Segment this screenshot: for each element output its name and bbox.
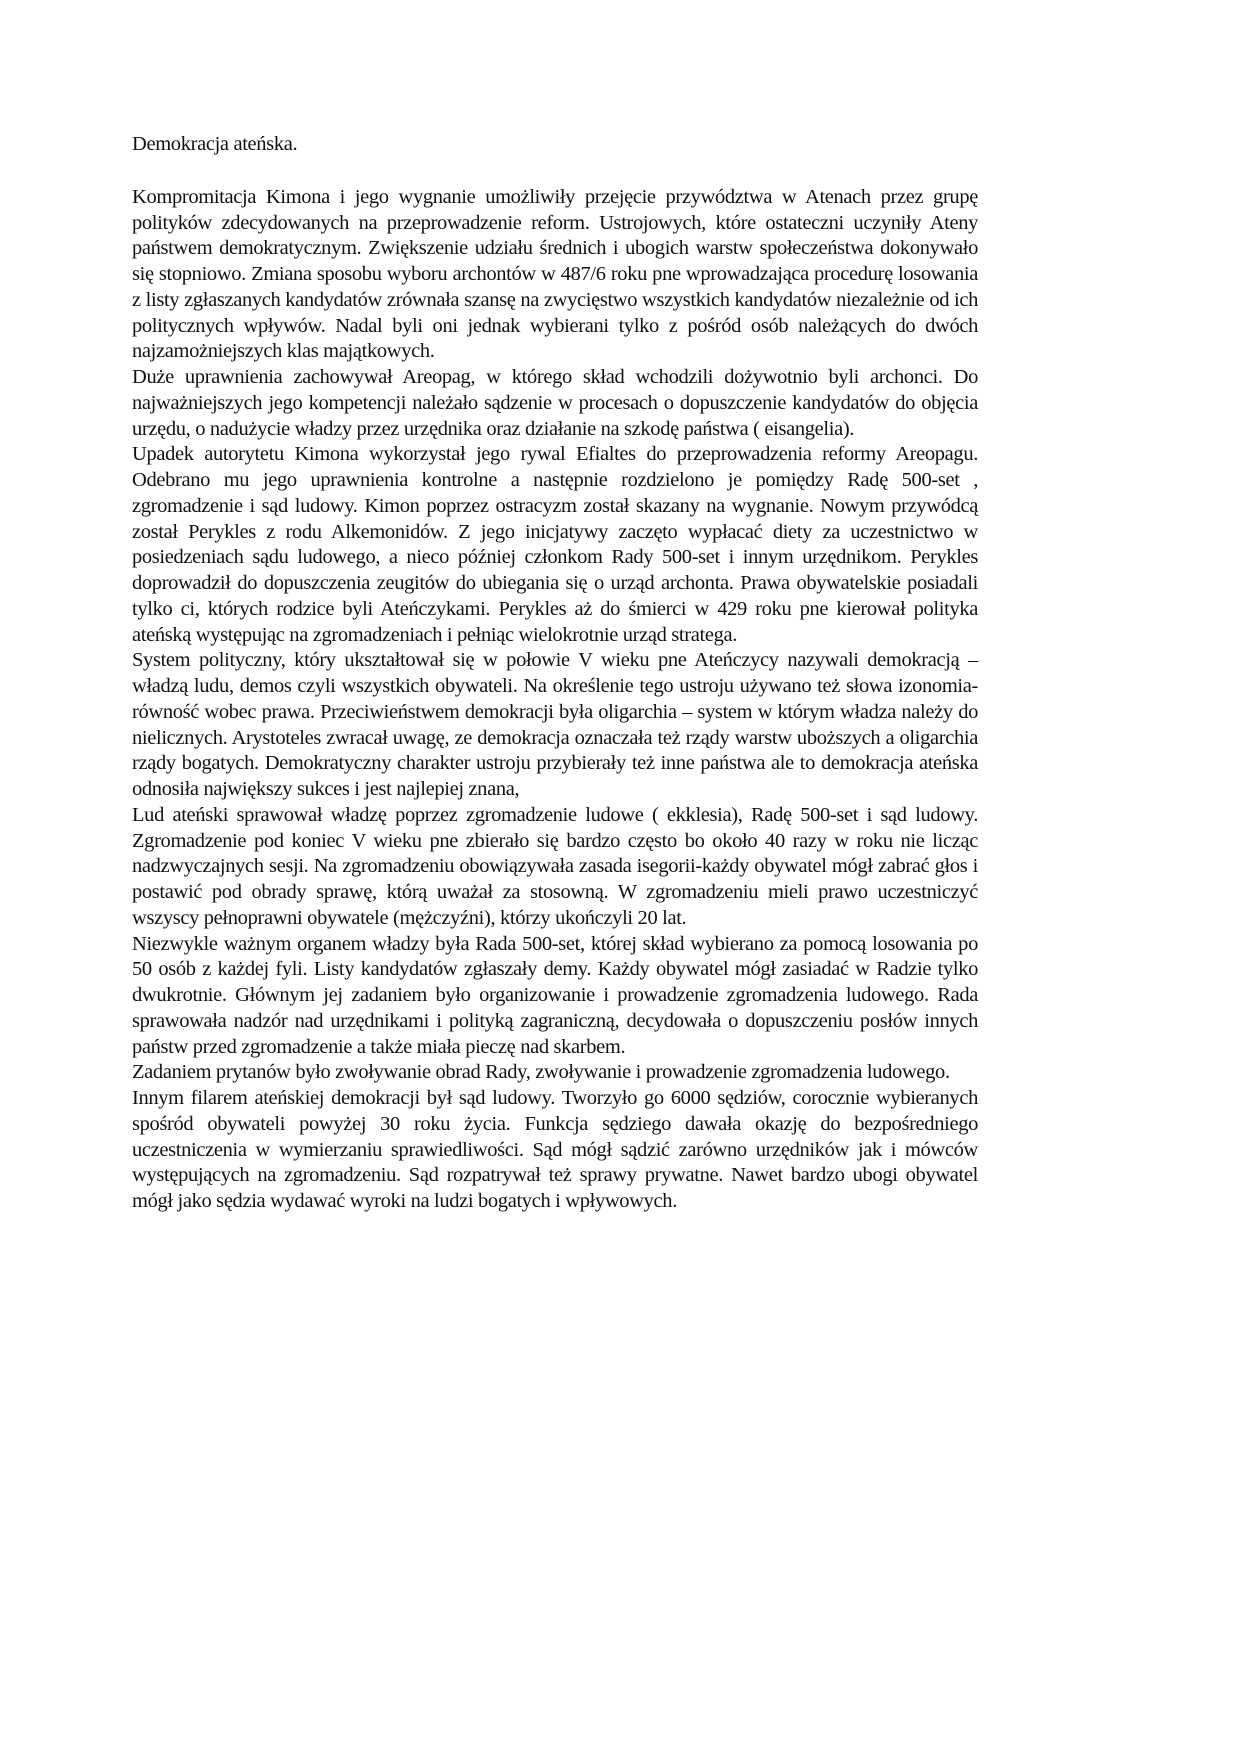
paragraph-council-500: Niezwykle ważnym organem władzy była Rada 500-set, której skład wybierano za pomocą losowania po 50 osób z każdej fyli. Listy kandydatów zgłaszały demy. Każdy obywatel mógł zasiadać w Radzie tylko dwukrotnie. Głównym jej zadaniem było organizowanie i prowadzenie zgromadzenia ludowego. Rada sprawowała nadzór nad urzędnikami i polityką zagraniczną, decydowała o dopuszczeniu posłów innych państw przed zgromadzenie a także miała pieczę nad skarbem. bbox=[132, 932, 978, 1058]
paragraph-prytanes: Zadaniem prytanów było zwoływanie obrad Rady, zwoływanie i prowadzenie zgromadzenia ludowego. bbox=[132, 1061, 950, 1084]
document-title: Demokracja ateńska. bbox=[132, 133, 298, 155]
paragraph-political-system: System polityczny, który ukształtował się w połowie V wieku pne Ateńczycy nazywali demokracją –władzą ludu, demos czyli wszystkich obywateli. Na określenie tego ustroju używano też słowa izonomia- równość wobec prawa. Przeciwieństwem demokracji była oligarchia – system w którym władza należy do nielicznych. Arystoteles zwracał uwagę, ze demokracja oznaczała też rządy warstw uboższych a oligarchia rządy bogatych. Demokratyczny charakter ustroju przybierały też inne państwa ale to demokracja ateńska odnosiła największy sukces i jest najlepiej znana, bbox=[132, 649, 978, 800]
paragraph-areopag: Duże uprawnienia zachowywał Areopag, w którego skład wchodzili dożywotnio byli archonci. Do najważniejszych jego kompetencji należało sądzenie w procesach o dopuszczenie kandydatów do objęcia urzędu, o nadużycie władzy przez urzędnika oraz działanie na szkodę państwa ( eisangelia). bbox=[132, 366, 978, 440]
paragraph-assembly: Lud ateński sprawował władzę poprzez zgromadzenie ludowe ( ekklesia), Radę 500-set i sąd ludowy. Zgromadzenie pod koniec V wieku pne zbierało się bardzo często bo około 40 razy w roku nie licząc nadzwyczajnych sesji. Na zgromadzeniu obowiązywała zasada isegorii-każdy obywatel mógł zabrać głos i postawić pod obrady sprawę, którą uważał za stosowną. W zgromadzeniu mieli prawo uczestniczyć wszyscy pełnoprawni obywatele (mężczyźni), którzy ukończyli 20 lat. bbox=[132, 803, 978, 929]
document-page bbox=[132, 132, 978, 1215]
paragraph-kimon-reforms: Kompromitacja Kimona i jego wygnanie umożliwiły przejęcie przywództwa w Atenach przez grupę polityków zdecydowanych na przeprowadzenie reform. Ustrojowych, które ostateczni uczyniły Ateny państwem demokratycznym. Zwiększenie udziału średnich i ubogich warstw społeczeństwa dokonywało się stopniowo. Zmiana sposobu wyboru archontów w 487/6 roku pne wprowadzająca procedurę losowania z listy zgłaszanych kandydatów zrównała szansę na zwycięstwo wszystkich kandydatów niezależnie od ich politycznych wpływów. Nadal byli oni jednak wybierani tylko z pośród osób należących do dwóch najzamożniejszych klas majątkowych. bbox=[132, 185, 978, 363]
paragraph-peoples-court: Innym filarem ateńskiej demokracji był sąd ludowy. Tworzyło go 6000 sędziów, corocznie wybieranych spośród obywateli powyżej 30 roku życia. Funkcja sędziego dawała okazję do bezpośredniego uczestniczenia w wymierzaniu sprawiedliwości. Sąd mógł sądzić zarówno urzędników jak i mówców występujących na zgromadzeniu. Sąd rozpatrywał też sprawy prywatne. Nawet bardzo ubogi obywatel mógł jako sędzia wydawać wyroki na ludzi bogatych i wpływowych. bbox=[132, 1087, 978, 1212]
paragraph-efialtes-perykles: Upadek autorytetu Kimona wykorzystał jego rywal Efialtes do przeprowadzenia reformy Areopagu. Odebrano mu jego uprawnienia kontrolne a następnie rozdzielono je pomiędzy Radę 500-set , zgromadzenie i sąd ludowy. Kimon poprzez ostracyzm został skazany na wygnanie. Nowym przywódcą został Perykles z rodu Alkemonidów. Z jego inicjatywy zaczęto wypłacać diety za uczestnictwo w posiedzeniach sądu ludowego, a nieco później członkom Rady 500-set i innym urzędnikom. Perykles doprowadził do dopuszczenia zeugitów do ubiegania się o urząd archonta. Prawa obywatelskie posiadali tylko ci, których rodzice byli Ateńczykami. Perykles aż do śmierci w 429 roku pne kierował polityka ateńską występując na zgromadzeniach i pełniąc wielokrotnie urząd stratega. bbox=[132, 443, 978, 646]
